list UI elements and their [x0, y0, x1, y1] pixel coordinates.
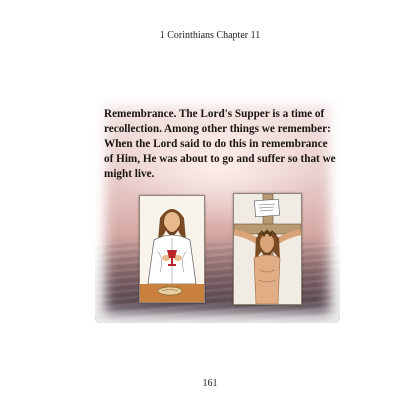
slide-image — [95, 95, 340, 323]
jesus-on-cross-illustration — [233, 193, 302, 305]
slide-caption: Remembrance. The Lord's Supper is a time of recollection. Among other things we remember: When the Lord said to do this in remembrance of Him, He was about to go and suffer so that we might live. — [104, 108, 336, 180]
page-number: 161 — [202, 378, 218, 389]
jesus-with-cup-illustration — [139, 195, 205, 303]
jesus-with-cup-icon — [140, 196, 204, 302]
crucifixion-icon — [234, 194, 301, 304]
page-header: 1 Corinthians Chapter 11 — [159, 30, 261, 41]
